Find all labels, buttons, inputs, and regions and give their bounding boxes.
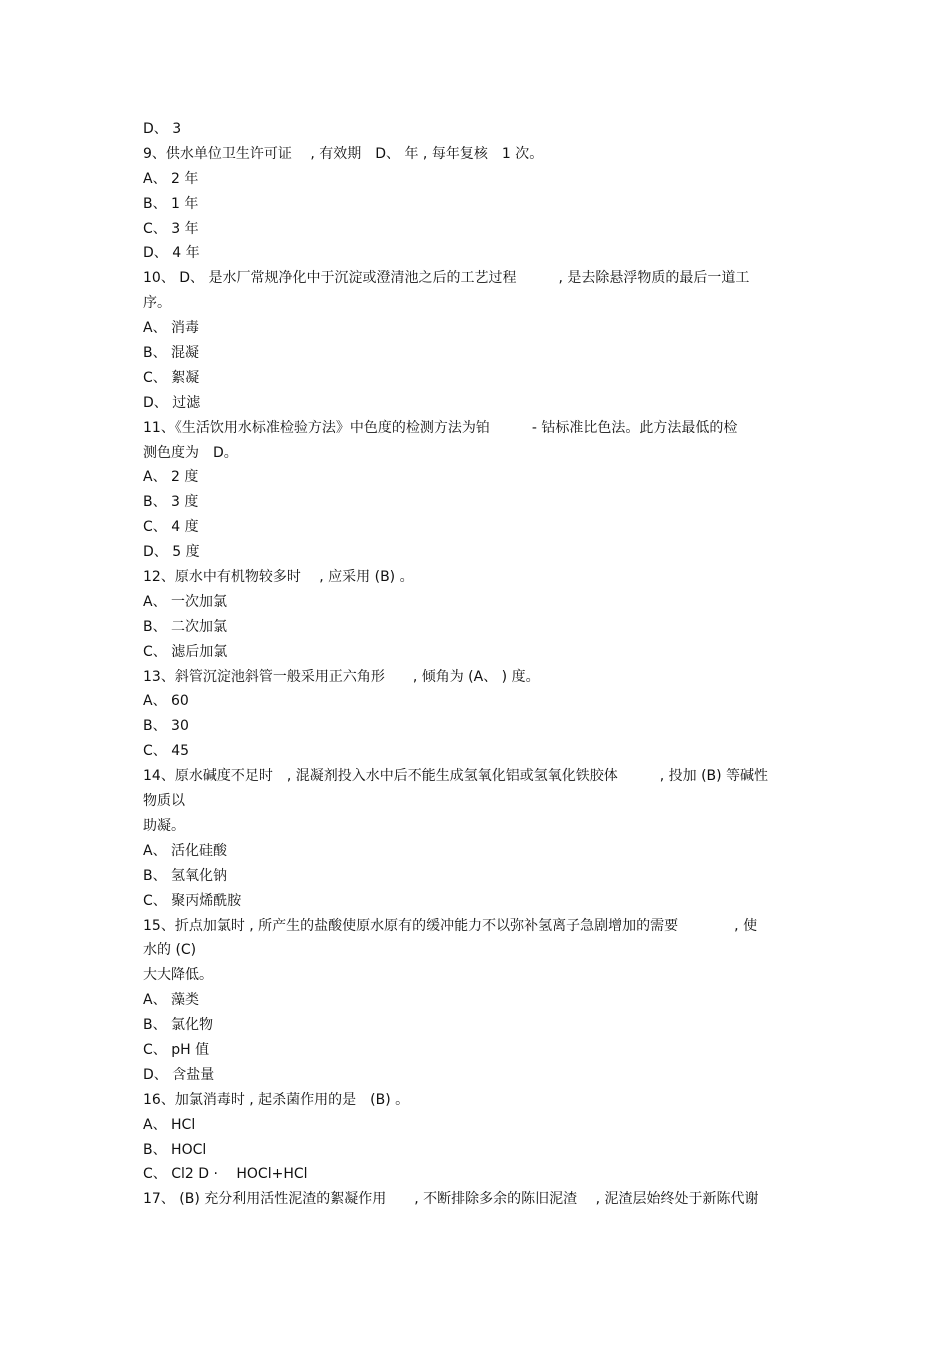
question-9: 9、供水单位卫生许可证 , 有效期 D、 年 , 每年复核 1 次。 [143,145,544,162]
answer-option: A、 一次加氯 [143,593,228,610]
question-10: 10、 D、 是水厂常规净化中于沉淀或澄清池之后的工艺过程 , 是去除悬浮物质的最后一道工 [143,270,750,287]
question-15: 15、折点加氯时 , 所产生的盐酸使原水原有的缓冲能力不以弥补氢离子急剧增加的需要 , 使 [143,917,758,934]
answer-option: B、 二次加氯 [143,618,228,635]
answer-option: A、 消毒 [143,320,200,337]
question-10-continued: 序。 [143,295,171,312]
question-11-continued: 测色度为 D。 [143,444,238,461]
question-14: 14、原水碱度不足时 , 混凝剂投入水中后不能生成氢氧化铝或氢氧化铁胶体 , 投加 (B) 等碱性 [143,768,769,785]
answer-option: B、 1 年 [143,195,199,212]
question-14-continued: 物质以 [143,793,185,810]
answer-option: A、 活化硅酸 [143,842,228,859]
question-12: 12、原水中有机物较多时 , 应采用 (B) 。 [143,569,414,586]
question-16: 16、加氯消毒时 , 起杀菌作用的是 (B) 。 [143,1091,410,1108]
answer-option: A、 藻类 [143,992,200,1009]
document-body [143,117,808,1212]
answer-option: C、 45 [143,743,190,760]
answer-option: C、 3 年 [143,220,199,237]
answer-option: A、 2 度 [143,469,199,486]
answer-option: B、 HOCl [143,1141,207,1158]
question-14-continued: 助凝。 [143,817,185,834]
answer-option: D、 4 年 [143,245,200,262]
answer-option: A、 60 [143,693,189,710]
answer-option: B、 3 度 [143,494,199,511]
question-15-continued: 水的 (C) [143,942,197,959]
answer-option: C、 Cl2 D · HOCl+HCl [143,1166,308,1183]
answer-option: A、 2 年 [143,170,199,187]
answer-option: B、 混凝 [143,345,200,362]
question-17: 17、 (B) 充分利用活性泥渣的絮凝作用 , 不断排除多余的陈旧泥渣 , 泥渣层始终处于新陈代谢 [143,1191,759,1208]
answer-option: B、 30 [143,718,189,735]
question-11: 11、《生活饮用水标准检验方法》中色度的检测方法为铂 - 钴标准比色法。此方法最低的检 [143,419,738,436]
answer-option: C、 pH 值 [143,1041,210,1058]
answer-option: C、 4 度 [143,519,199,536]
answer-option: B、 氢氧化钠 [143,867,228,884]
answer-option: C、 滤后加氯 [143,643,228,660]
answer-option: A、 HCl [143,1116,196,1133]
answer-option: C、 聚丙烯酰胺 [143,892,242,909]
answer-option: C、 絮凝 [143,369,200,386]
answer-option: D、 过滤 [143,394,201,411]
answer-option: D、 5 度 [143,544,200,561]
answer-option: D、 3 [143,121,182,137]
question-13: 13、斜管沉淀池斜管一般采用正六角形 , 倾角为 (A、 ) 度。 [143,668,540,685]
answer-option: B、 氯化物 [143,1017,214,1034]
question-15-continued: 大大降低。 [143,967,213,984]
answer-option: D、 含盐量 [143,1066,215,1083]
